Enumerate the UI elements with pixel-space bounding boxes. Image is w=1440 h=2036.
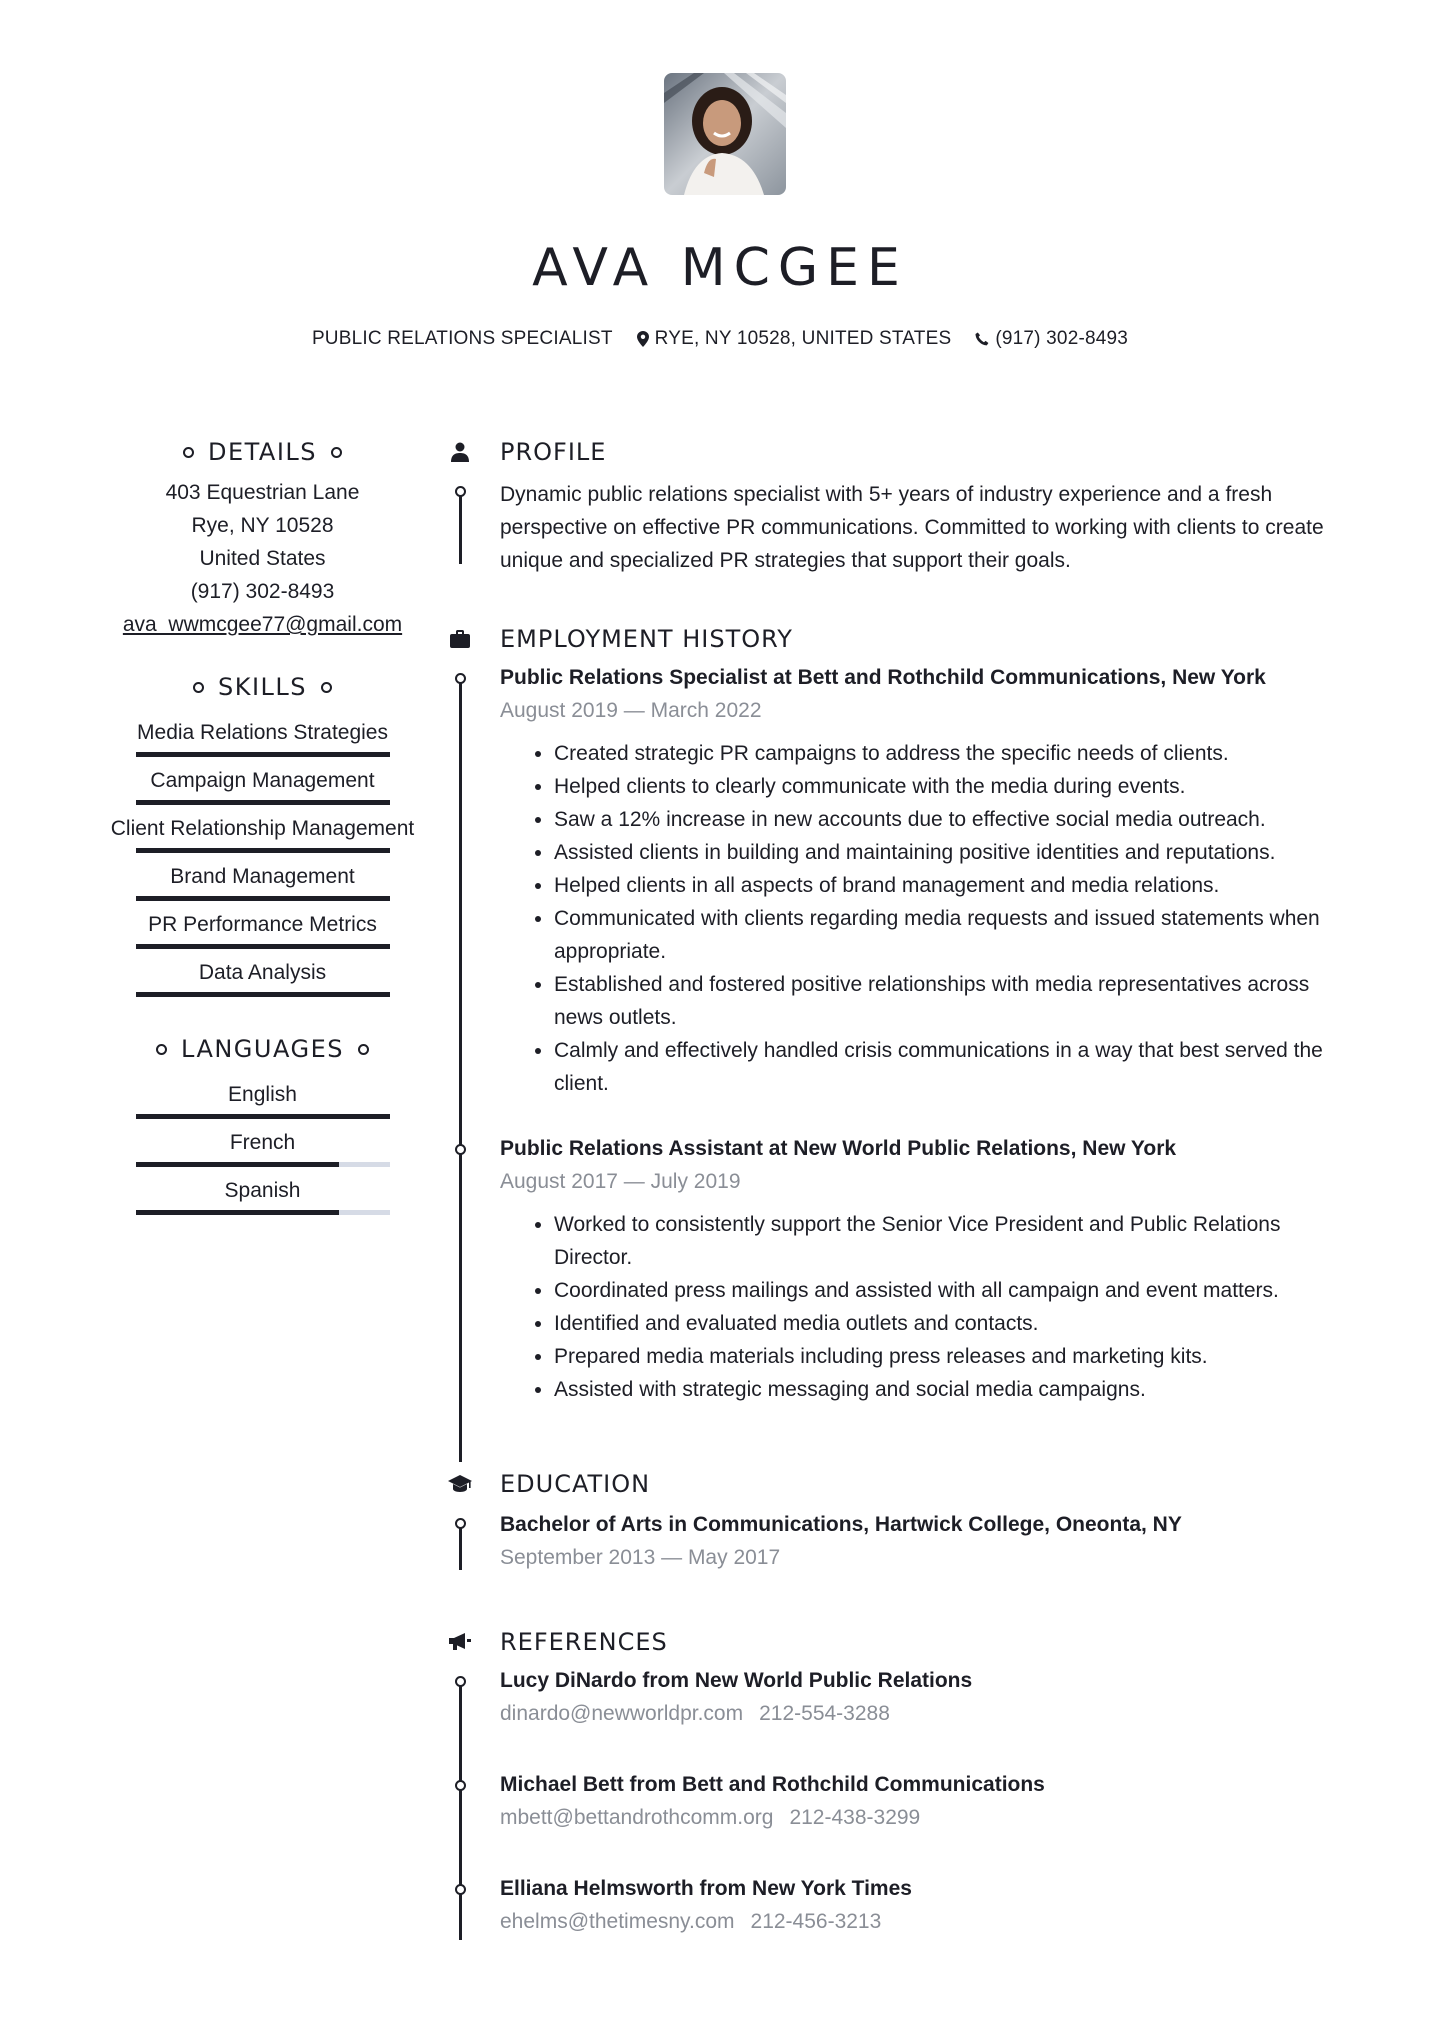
profile-heading-text: PROFILE	[500, 438, 607, 466]
language-item	[90, 1129, 435, 1167]
reference-email[interactable]: mbett@bettandrothcomm.org	[500, 1806, 774, 1829]
ring-icon	[156, 1044, 167, 1055]
job-bullets	[440, 737, 1360, 1100]
main-content	[440, 430, 1360, 1938]
job-dates: August 2017 — July 2019	[500, 1170, 741, 1193]
jobs-list	[440, 661, 1360, 1406]
skill-level-fill	[136, 944, 390, 949]
details-heading-text: DETAILS	[207, 438, 318, 466]
job-bullet: • Helped clients to clearly communicate with the media during events.	[554, 770, 1360, 803]
reference-entry	[500, 1768, 1360, 1834]
skill-item	[90, 959, 435, 997]
skill-label: Client Relationship Management	[110, 817, 415, 840]
job-bullet: • Calmly and effectively handled crisis communications in a way that best served the client.	[554, 1034, 1360, 1100]
reference-contact	[500, 1697, 1360, 1730]
employment-heading-text: EMPLOYMENT HISTORY	[500, 625, 793, 653]
skill-level-fill	[136, 848, 390, 853]
phone-text: (917) 302-8493	[995, 328, 1129, 349]
skill-label: PR Performance Metrics	[148, 913, 377, 936]
language-label: Spanish	[224, 1179, 301, 1202]
job-bullet: • Communicated with clients regarding media requests and issued statements when appropriate.	[554, 902, 1360, 968]
skills-section	[90, 665, 435, 997]
skill-level-fill	[136, 896, 390, 901]
phone-line: (917) 302-8493	[190, 580, 335, 603]
reference-email[interactable]: dinardo@newworldpr.com	[500, 1702, 744, 1725]
reference-email[interactable]: ehelms@thetimesny.com	[500, 1910, 735, 1933]
person-icon	[440, 442, 480, 462]
references-section	[440, 1620, 1360, 1938]
pin-icon	[637, 331, 649, 347]
skill-level-bar	[136, 800, 390, 805]
skill-level-fill	[136, 800, 390, 805]
job-bullet: • Worked to consistently support the Senior Vice President and Public Relations Director.	[554, 1208, 1360, 1274]
profile-photo	[664, 73, 786, 195]
header-subline	[0, 328, 1440, 350]
header-location	[637, 328, 952, 350]
header-phone	[975, 328, 1128, 350]
skills-heading	[90, 665, 435, 709]
candidate-name: AVA MCGEE	[532, 238, 908, 298]
reference-name: Michael Bett from Bett and Rothchild Communications	[500, 1773, 1045, 1796]
timeline-dot	[455, 486, 466, 497]
job-entry	[500, 661, 1360, 1100]
ring-icon	[331, 447, 342, 458]
language-label: French	[229, 1131, 296, 1154]
language-item	[90, 1081, 435, 1119]
skill-level-bar	[136, 752, 390, 757]
country-line: United States	[199, 547, 326, 570]
language-level-fill	[136, 1114, 390, 1119]
skill-label: Media Relations Strategies	[137, 721, 388, 744]
reference-name: Elliana Helmsworth from New York Times	[500, 1877, 912, 1900]
ring-icon	[358, 1044, 369, 1055]
reference-entry	[500, 1664, 1360, 1730]
job-entry	[500, 1132, 1360, 1406]
job-title: PUBLIC RELATIONS SPECIALIST	[311, 328, 613, 349]
reference-name: Lucy DiNardo from New World Public Relations	[500, 1669, 973, 1692]
references-list	[440, 1664, 1360, 1938]
languages-heading	[90, 1027, 435, 1071]
job-bullets	[440, 1208, 1360, 1406]
job-bullet: • Identified and evaluated media outlets and contacts.	[554, 1307, 1360, 1340]
skills-list	[90, 719, 435, 997]
employment-section	[440, 617, 1360, 1406]
email-link[interactable]: ava_wwmcgee77@gmail.com	[122, 613, 403, 636]
job-bullet: • Assisted with strategic messaging and social media campaigns.	[554, 1373, 1360, 1406]
details-block	[90, 476, 435, 641]
language-label: English	[228, 1083, 297, 1106]
profile-text: Dynamic public relations specialist with 5+ years of industry experience and a fresh perspective on effective PR communications. Committed to working with clients to create unique and specialized PR strategies that support their goals.	[500, 483, 1324, 572]
language-level-fill	[136, 1162, 339, 1167]
skill-item	[90, 863, 435, 901]
skill-level-bar	[136, 896, 390, 901]
timeline-dot	[455, 1676, 466, 1687]
job-bullet: • Created strategic PR campaigns to address the specific needs of clients.	[554, 737, 1360, 770]
job-title: Public Relations Assistant at New World Public Relations, New York	[500, 1137, 1177, 1160]
skill-label: Data Analysis	[198, 961, 327, 984]
degree-title: Bachelor of Arts in Communications, Hartwick College, Oneonta, NY	[500, 1513, 1182, 1536]
languages-section	[90, 1027, 435, 1215]
ring-icon	[193, 682, 204, 693]
skill-level-bar	[136, 992, 390, 997]
briefcase-icon	[440, 630, 480, 648]
reference-entry	[500, 1872, 1360, 1938]
job-title: Public Relations Specialist at Bett and Rothchild Communications, New York	[500, 666, 1266, 689]
timeline-line	[459, 1678, 462, 1940]
timeline-dot	[455, 1780, 466, 1791]
skill-level-fill	[136, 752, 390, 757]
language-level-bar	[136, 1114, 390, 1119]
reference-phone: 212-554-3288	[759, 1702, 890, 1725]
language-level-fill	[136, 1210, 339, 1215]
skill-item	[90, 767, 435, 805]
megaphone-icon	[440, 1633, 480, 1651]
education-section	[440, 1462, 1360, 1574]
skill-label: Campaign Management	[150, 769, 375, 792]
language-level-bar	[136, 1162, 390, 1167]
timeline-dot	[455, 673, 466, 684]
job-bullet: • Helped clients in all aspects of brand management and media relations.	[554, 869, 1360, 902]
reference-phone: 212-438-3299	[789, 1806, 921, 1829]
skill-item	[90, 911, 435, 949]
degree-dates: September 2013 — May 2017	[500, 1546, 781, 1569]
city-line: Rye, NY 10528	[191, 514, 334, 537]
job-bullet: • Established and fostered positive relationships with media representatives across news outlets.	[554, 968, 1360, 1034]
job-bullet: • Prepared media materials including press releases and marketing kits.	[554, 1340, 1360, 1373]
graduation-cap-icon	[440, 1475, 480, 1493]
skill-item	[90, 719, 435, 757]
reference-contact	[500, 1905, 1360, 1938]
education-heading-text: EDUCATION	[500, 1470, 651, 1498]
job-dates: August 2019 — March 2022	[500, 699, 762, 722]
skill-item	[90, 815, 435, 853]
ring-icon	[321, 682, 332, 693]
ring-icon	[183, 447, 194, 458]
timeline-dot	[455, 1884, 466, 1895]
skill-level-bar	[136, 944, 390, 949]
profile-section	[440, 430, 1360, 575]
details-heading	[90, 430, 435, 474]
timeline-dot	[455, 1518, 466, 1529]
employment-heading	[440, 617, 1360, 661]
sidebar	[90, 430, 435, 1215]
skill-label: Brand Management	[170, 865, 355, 888]
phone-icon	[975, 332, 989, 346]
profile-heading	[440, 430, 1360, 474]
job-bullet: • Assisted clients in building and maintaining positive identities and reputations.	[554, 836, 1360, 869]
reference-contact	[500, 1801, 1360, 1834]
job-bullet: • Coordinated press mailings and assisted with all campaign and event matters.	[554, 1274, 1360, 1307]
skill-level-fill	[136, 992, 390, 997]
timeline-dot	[455, 1144, 466, 1155]
languages-heading-text: LANGUAGES	[181, 1035, 344, 1063]
skills-heading-text: SKILLS	[217, 673, 308, 701]
skill-level-bar	[136, 848, 390, 853]
references-heading	[440, 1620, 1360, 1664]
address-line: 403 Equestrian Lane	[165, 481, 360, 504]
job-bullet: • Saw a 12% increase in new accounts due to effective social media outreach.	[554, 803, 1360, 836]
language-item	[90, 1177, 435, 1215]
language-level-bar	[136, 1210, 390, 1215]
references-heading-text: REFERENCES	[500, 1628, 668, 1656]
education-heading	[440, 1462, 1360, 1506]
reference-phone: 212-456-3213	[750, 1910, 882, 1933]
timeline-line	[459, 488, 462, 564]
languages-list	[90, 1081, 435, 1215]
location-text: RYE, NY 10528, UNITED STATES	[654, 328, 952, 349]
